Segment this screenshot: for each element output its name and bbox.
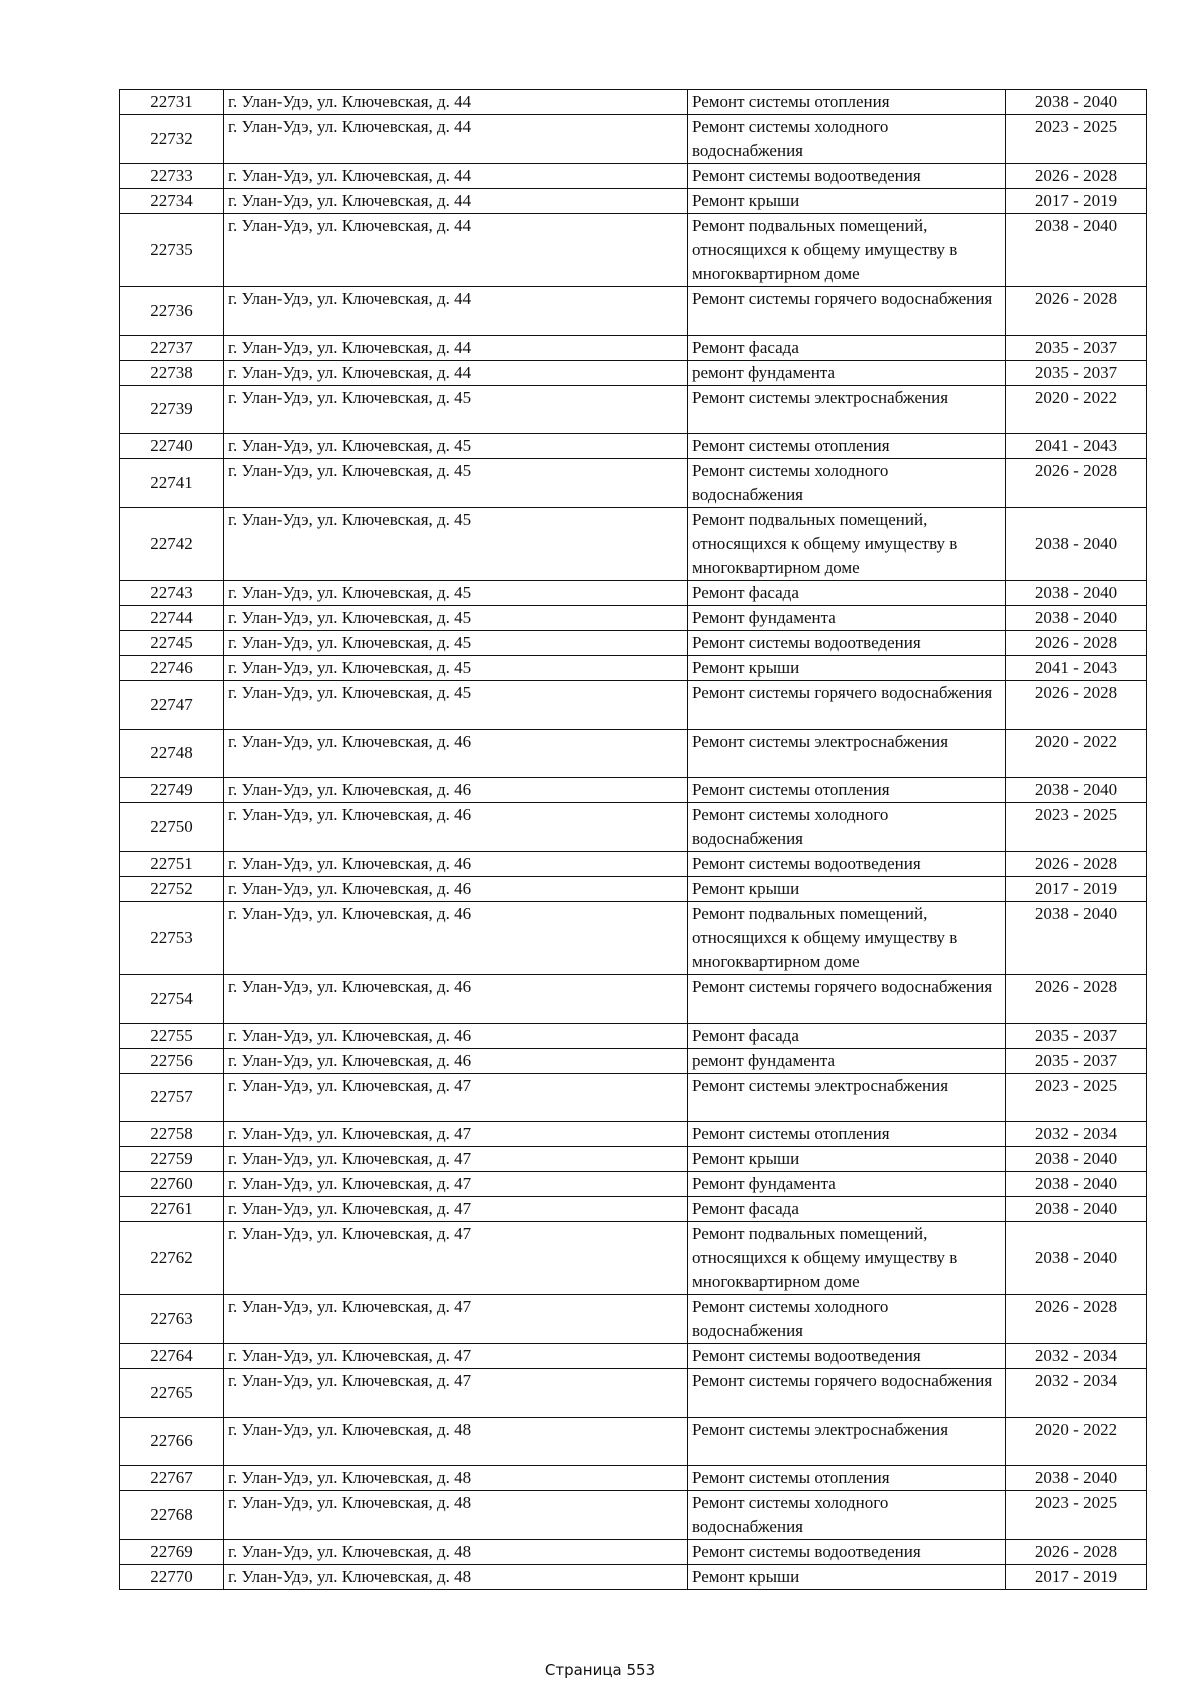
period-cell: 2023 - 2025: [1006, 115, 1147, 164]
work-type-cell: Ремонт системы холодного водоснабжения: [688, 803, 1006, 852]
period-cell: 2017 - 2019: [1006, 189, 1147, 214]
address-cell: г. Улан-Удэ, ул. Ключевская, д. 45: [224, 606, 688, 631]
table-row: [120, 1048, 1147, 1073]
period-cell: 2038 - 2040: [1006, 1172, 1147, 1197]
address-cell: г. Улан-Удэ, ул. Ключевская, д. 47: [224, 1295, 688, 1344]
work-type-cell: Ремонт системы водоотведения: [688, 1344, 1006, 1369]
work-type-cell: Ремонт системы отопления: [688, 1122, 1006, 1147]
period-cell: 2038 - 2040: [1006, 902, 1147, 975]
work-type-cell: Ремонт крыши: [688, 656, 1006, 681]
row-number-cell: 22733: [120, 164, 224, 189]
table-row: [120, 1197, 1147, 1222]
period-cell: 2017 - 2019: [1006, 1565, 1147, 1590]
table-row: [120, 164, 1147, 189]
address-cell: г. Улан-Удэ, ул. Ключевская, д. 48: [224, 1417, 688, 1466]
work-type-cell: Ремонт системы холодного водоснабжения: [688, 459, 1006, 508]
address-cell: г. Улан-Удэ, ул. Ключевская, д. 48: [224, 1565, 688, 1590]
row-number-cell: 22751: [120, 852, 224, 877]
row-number-cell: 22755: [120, 1023, 224, 1048]
row-number-cell: 22764: [120, 1344, 224, 1369]
row-number-cell: 22760: [120, 1172, 224, 1197]
row-number-cell: 22748: [120, 729, 224, 778]
table-row: [120, 606, 1147, 631]
table-row: [120, 681, 1147, 730]
address-cell: г. Улан-Удэ, ул. Ключевская, д. 45: [224, 631, 688, 656]
work-type-cell: Ремонт подвальных помещений, относящихся к общему имуществу в многоквартирном доме: [688, 214, 1006, 287]
address-cell: г. Улан-Удэ, ул. Ключевская, д. 47: [224, 1222, 688, 1295]
address-cell: г. Улан-Удэ, ул. Ключевская, д. 45: [224, 385, 688, 434]
period-cell: 2038 - 2040: [1006, 90, 1147, 115]
row-number-cell: 22749: [120, 778, 224, 803]
row-number-cell: 22731: [120, 90, 224, 115]
table-row: [120, 581, 1147, 606]
period-cell: 2026 - 2028: [1006, 164, 1147, 189]
row-number-cell: 22759: [120, 1147, 224, 1172]
address-cell: г. Улан-Удэ, ул. Ключевская, д. 44: [224, 90, 688, 115]
table-row: [120, 1172, 1147, 1197]
address-cell: г. Улан-Удэ, ул. Ключевская, д. 47: [224, 1073, 688, 1122]
table-row: [120, 852, 1147, 877]
period-cell: 2035 - 2037: [1006, 335, 1147, 360]
work-type-cell: Ремонт крыши: [688, 877, 1006, 902]
work-type-cell: Ремонт крыши: [688, 189, 1006, 214]
table-row: [120, 729, 1147, 778]
work-type-cell: Ремонт системы электроснабжения: [688, 1417, 1006, 1466]
work-type-cell: Ремонт системы водоотведения: [688, 1540, 1006, 1565]
work-type-cell: ремонт фундамента: [688, 360, 1006, 385]
table-row: [120, 1565, 1147, 1590]
address-cell: г. Улан-Удэ, ул. Ключевская, д. 44: [224, 287, 688, 336]
period-cell: 2038 - 2040: [1006, 581, 1147, 606]
row-number-cell: 22745: [120, 631, 224, 656]
row-number-cell: 22744: [120, 606, 224, 631]
row-number-cell: 22752: [120, 877, 224, 902]
work-type-cell: Ремонт системы отопления: [688, 1466, 1006, 1491]
table-row: [120, 1540, 1147, 1565]
period-cell: 2038 - 2040: [1006, 606, 1147, 631]
period-cell: 2032 - 2034: [1006, 1344, 1147, 1369]
work-type-cell: ремонт фундамента: [688, 1048, 1006, 1073]
table-row: [120, 360, 1147, 385]
period-cell: 2038 - 2040: [1006, 1222, 1147, 1295]
period-cell: 2023 - 2025: [1006, 1491, 1147, 1540]
work-type-cell: Ремонт крыши: [688, 1565, 1006, 1590]
period-cell: 2026 - 2028: [1006, 852, 1147, 877]
table-row: [120, 631, 1147, 656]
row-number-cell: 22757: [120, 1073, 224, 1122]
address-cell: г. Улан-Удэ, ул. Ключевская, д. 48: [224, 1540, 688, 1565]
period-cell: 2038 - 2040: [1006, 778, 1147, 803]
address-cell: г. Улан-Удэ, ул. Ключевская, д. 45: [224, 508, 688, 581]
period-cell: 2026 - 2028: [1006, 459, 1147, 508]
address-cell: г. Улан-Удэ, ул. Ключевская, д. 45: [224, 656, 688, 681]
period-cell: 2026 - 2028: [1006, 975, 1147, 1024]
row-number-cell: 22742: [120, 508, 224, 581]
row-number-cell: 22765: [120, 1369, 224, 1418]
period-cell: 2035 - 2037: [1006, 360, 1147, 385]
work-type-cell: Ремонт подвальных помещений, относящихся к общему имуществу в многоквартирном доме: [688, 1222, 1006, 1295]
row-number-cell: 22754: [120, 975, 224, 1024]
row-number-cell: 22766: [120, 1417, 224, 1466]
table-row: [120, 877, 1147, 902]
work-type-cell: Ремонт системы электроснабжения: [688, 729, 1006, 778]
address-cell: г. Улан-Удэ, ул. Ключевская, д. 46: [224, 729, 688, 778]
table-row: [120, 90, 1147, 115]
address-cell: г. Улан-Удэ, ул. Ключевская, д. 46: [224, 852, 688, 877]
address-cell: г. Улан-Удэ, ул. Ключевская, д. 46: [224, 877, 688, 902]
table-row: [120, 1344, 1147, 1369]
row-number-cell: 22739: [120, 385, 224, 434]
table-row: [120, 385, 1147, 434]
work-type-cell: Ремонт системы водоотведения: [688, 852, 1006, 877]
work-type-cell: Ремонт системы горячего водоснабжения: [688, 287, 1006, 336]
table-row: [120, 214, 1147, 287]
row-number-cell: 22763: [120, 1295, 224, 1344]
table-row: [120, 434, 1147, 459]
page-number: Страница 553: [544, 1661, 656, 1679]
period-cell: 2023 - 2025: [1006, 803, 1147, 852]
table-row: [120, 975, 1147, 1024]
table-row: [120, 1369, 1147, 1418]
work-type-cell: Ремонт фундамента: [688, 1172, 1006, 1197]
row-number-cell: 22737: [120, 335, 224, 360]
address-cell: г. Улан-Удэ, ул. Ключевская, д. 46: [224, 975, 688, 1024]
address-cell: г. Улан-Удэ, ул. Ключевская, д. 46: [224, 1023, 688, 1048]
row-number-cell: 22762: [120, 1222, 224, 1295]
table-row: [120, 1466, 1147, 1491]
period-cell: 2038 - 2040: [1006, 1197, 1147, 1222]
work-type-cell: Ремонт подвальных помещений, относящихся к общему имуществу в многоквартирном доме: [688, 902, 1006, 975]
address-cell: г. Улан-Удэ, ул. Ключевская, д. 46: [224, 778, 688, 803]
table-row: [120, 778, 1147, 803]
row-number-cell: 22740: [120, 434, 224, 459]
address-cell: г. Улан-Удэ, ул. Ключевская, д. 44: [224, 335, 688, 360]
period-cell: 2026 - 2028: [1006, 287, 1147, 336]
period-cell: 2035 - 2037: [1006, 1023, 1147, 1048]
address-cell: г. Улан-Удэ, ул. Ключевская, д. 46: [224, 803, 688, 852]
table-row: [120, 459, 1147, 508]
row-number-cell: 22769: [120, 1540, 224, 1565]
work-type-cell: Ремонт системы водоотведения: [688, 164, 1006, 189]
work-type-cell: Ремонт системы холодного водоснабжения: [688, 1491, 1006, 1540]
row-number-cell: 22768: [120, 1491, 224, 1540]
row-number-cell: 22746: [120, 656, 224, 681]
table-body: [120, 90, 1147, 1590]
address-cell: г. Улан-Удэ, ул. Ключевская, д. 47: [224, 1197, 688, 1222]
row-number-cell: 22758: [120, 1122, 224, 1147]
address-cell: г. Улан-Удэ, ул. Ключевская, д. 48: [224, 1466, 688, 1491]
table-row: [120, 1147, 1147, 1172]
table-row: [120, 1122, 1147, 1147]
row-number-cell: 22735: [120, 214, 224, 287]
period-cell: 2020 - 2022: [1006, 1417, 1147, 1466]
work-type-cell: Ремонт системы отопления: [688, 778, 1006, 803]
address-cell: г. Улан-Удэ, ул. Ключевская, д. 47: [224, 1122, 688, 1147]
address-cell: г. Улан-Удэ, ул. Ключевская, д. 46: [224, 902, 688, 975]
row-number-cell: 22770: [120, 1565, 224, 1590]
period-cell: 2026 - 2028: [1006, 631, 1147, 656]
address-cell: г. Улан-Удэ, ул. Ключевская, д. 44: [224, 360, 688, 385]
repair-schedule-table: [119, 89, 1147, 1590]
address-cell: г. Улан-Удэ, ул. Ключевская, д. 45: [224, 681, 688, 730]
row-number-cell: 22732: [120, 115, 224, 164]
work-type-cell: Ремонт системы холодного водоснабжения: [688, 115, 1006, 164]
address-cell: г. Улан-Удэ, ул. Ключевская, д. 44: [224, 164, 688, 189]
table-row: [120, 656, 1147, 681]
row-number-cell: 22761: [120, 1197, 224, 1222]
period-cell: 2026 - 2028: [1006, 1540, 1147, 1565]
row-number-cell: 22767: [120, 1466, 224, 1491]
work-type-cell: Ремонт крыши: [688, 1147, 1006, 1172]
work-type-cell: Ремонт фасада: [688, 581, 1006, 606]
table-row: [120, 115, 1147, 164]
row-number-cell: 22738: [120, 360, 224, 385]
work-type-cell: Ремонт фундамента: [688, 606, 1006, 631]
work-type-cell: Ремонт подвальных помещений, относящихся к общему имуществу в многоквартирном доме: [688, 508, 1006, 581]
row-number-cell: 22753: [120, 902, 224, 975]
work-type-cell: Ремонт системы электроснабжения: [688, 385, 1006, 434]
work-type-cell: Ремонт фасада: [688, 1197, 1006, 1222]
address-cell: г. Улан-Удэ, ул. Ключевская, д. 45: [224, 434, 688, 459]
period-cell: 2038 - 2040: [1006, 1147, 1147, 1172]
work-type-cell: Ремонт системы горячего водоснабжения: [688, 1369, 1006, 1418]
table-row: [120, 1073, 1147, 1122]
table-row: [120, 1295, 1147, 1344]
work-type-cell: Ремонт фасада: [688, 335, 1006, 360]
table-row: [120, 287, 1147, 336]
table-row: [120, 902, 1147, 975]
table-row: [120, 1222, 1147, 1295]
period-cell: 2041 - 2043: [1006, 434, 1147, 459]
row-number-cell: 22741: [120, 459, 224, 508]
work-type-cell: Ремонт системы горячего водоснабжения: [688, 975, 1006, 1024]
period-cell: 2038 - 2040: [1006, 1466, 1147, 1491]
table-row: [120, 508, 1147, 581]
period-cell: 2038 - 2040: [1006, 214, 1147, 287]
table-row: [120, 189, 1147, 214]
address-cell: г. Улан-Удэ, ул. Ключевская, д. 47: [224, 1369, 688, 1418]
address-cell: г. Улан-Удэ, ул. Ключевская, д. 48: [224, 1491, 688, 1540]
address-cell: г. Улан-Удэ, ул. Ключевская, д. 47: [224, 1172, 688, 1197]
period-cell: 2038 - 2040: [1006, 508, 1147, 581]
row-number-cell: 22750: [120, 803, 224, 852]
period-cell: 2026 - 2028: [1006, 681, 1147, 730]
table-row: [120, 803, 1147, 852]
row-number-cell: 22743: [120, 581, 224, 606]
row-number-cell: 22734: [120, 189, 224, 214]
address-cell: г. Улан-Удэ, ул. Ключевская, д. 45: [224, 459, 688, 508]
period-cell: 2041 - 2043: [1006, 656, 1147, 681]
address-cell: г. Улан-Удэ, ул. Ключевская, д. 44: [224, 189, 688, 214]
table-row: [120, 1023, 1147, 1048]
row-number-cell: 22736: [120, 287, 224, 336]
table-row: [120, 1491, 1147, 1540]
table-row: [120, 1417, 1147, 1466]
table-row: [120, 335, 1147, 360]
address-cell: г. Улан-Удэ, ул. Ключевская, д. 47: [224, 1344, 688, 1369]
address-cell: г. Улан-Удэ, ул. Ключевская, д. 45: [224, 581, 688, 606]
address-cell: г. Улан-Удэ, ул. Ключевская, д. 44: [224, 214, 688, 287]
period-cell: 2020 - 2022: [1006, 729, 1147, 778]
work-type-cell: Ремонт системы горячего водоснабжения: [688, 681, 1006, 730]
period-cell: 2017 - 2019: [1006, 877, 1147, 902]
work-type-cell: Ремонт фасада: [688, 1023, 1006, 1048]
work-type-cell: Ремонт системы отопления: [688, 434, 1006, 459]
period-cell: 2026 - 2028: [1006, 1295, 1147, 1344]
period-cell: 2032 - 2034: [1006, 1122, 1147, 1147]
row-number-cell: 22756: [120, 1048, 224, 1073]
row-number-cell: 22747: [120, 681, 224, 730]
work-type-cell: Ремонт системы электроснабжения: [688, 1073, 1006, 1122]
work-type-cell: Ремонт системы водоотведения: [688, 631, 1006, 656]
period-cell: 2020 - 2022: [1006, 385, 1147, 434]
address-cell: г. Улан-Удэ, ул. Ключевская, д. 47: [224, 1147, 688, 1172]
address-cell: г. Улан-Удэ, ул. Ключевская, д. 44: [224, 115, 688, 164]
period-cell: 2023 - 2025: [1006, 1073, 1147, 1122]
address-cell: г. Улан-Удэ, ул. Ключевская, д. 46: [224, 1048, 688, 1073]
period-cell: 2035 - 2037: [1006, 1048, 1147, 1073]
work-type-cell: Ремонт системы холодного водоснабжения: [688, 1295, 1006, 1344]
work-type-cell: Ремонт системы отопления: [688, 90, 1006, 115]
period-cell: 2032 - 2034: [1006, 1369, 1147, 1418]
